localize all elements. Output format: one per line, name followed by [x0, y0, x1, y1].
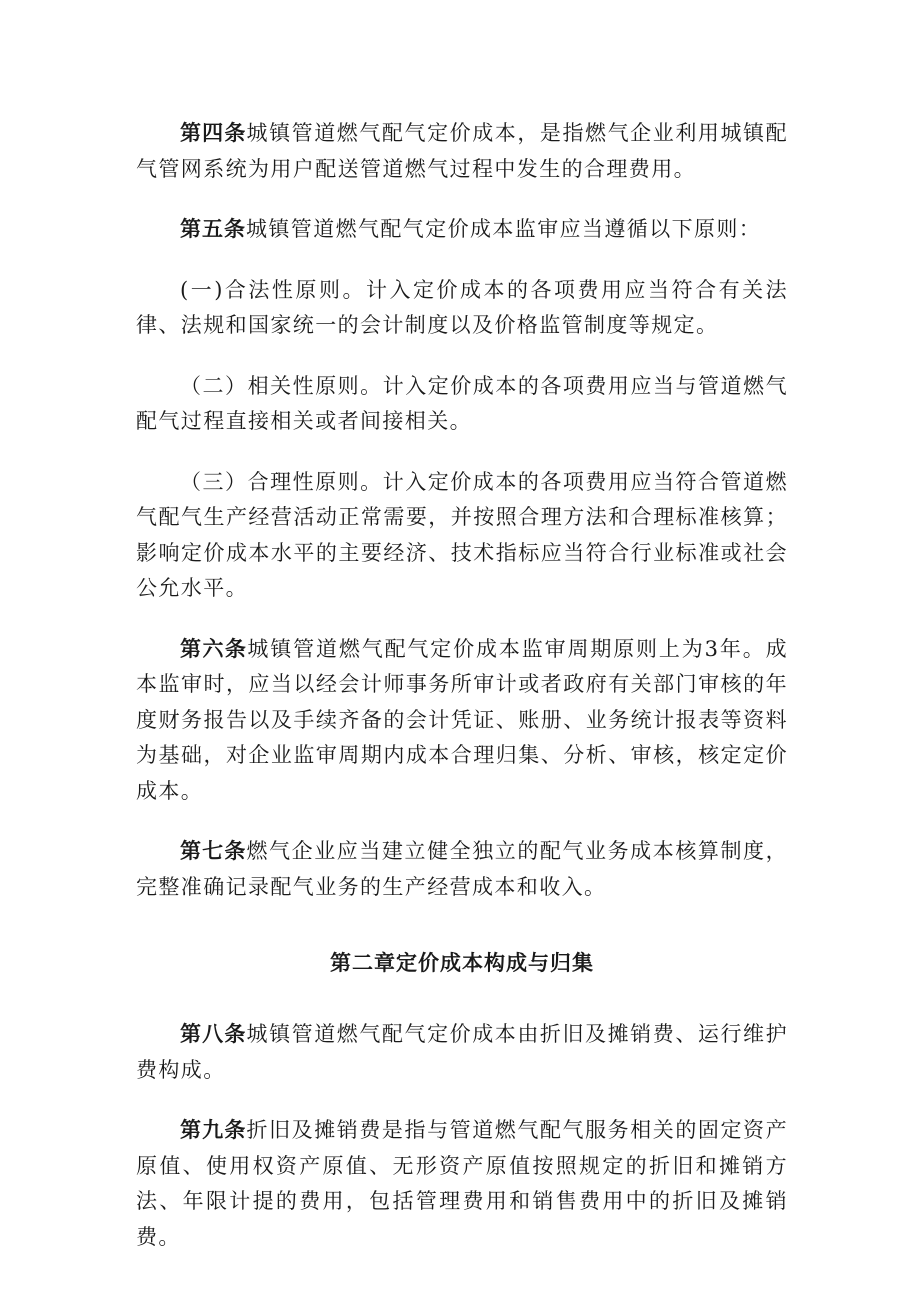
article-label: 第五条: [180, 217, 246, 241]
document-page: [136, 116, 788, 1255]
article-7: [136, 834, 788, 905]
article-text: 城镇管道燃气配气定价成本监审应当遵循以下原则：: [246, 217, 762, 241]
article-6: [136, 632, 788, 810]
article-label: 第七条: [180, 839, 247, 863]
article-text: 城镇管道燃气配气定价成本监审周期原则上为3年。成本监审时，应当以经会计师事务所审计或者政府有关部门审核的年度财务报告以及手续齐备的会计凭证、账册、业务统计报表等资料为基础，对企业监审周期内成本合理归集、分析、审核，核定定价成本。: [136, 636, 788, 803]
article-5: [136, 212, 788, 248]
article-label: 第四条: [180, 121, 247, 145]
principle-relevance: （二）相关性原则。计入定价成本的各项费用应当与管道燃气配气过程直接相关或者间接相关。: [136, 373, 788, 433]
article-text: 城镇管道燃气配气定价成本，是指燃气企业利用城镇配气管网系统为用户配送管道燃气过程中发生的合理费用。: [136, 121, 788, 181]
article-text: 城镇管道燃气配气定价成本由折旧及摊销费、运行维护费构成。: [136, 1022, 788, 1082]
chapter-heading: 第二章定价成本构成与归集: [330, 951, 594, 975]
article-text: 折旧及摊销费是指与管道燃气配气服务相关的固定资产原值、使用权资产原值、无形资产原值按照规定的折旧和摊销方法、年限计提的费用，包括管理费用和销售费用中的折旧及摊销费。: [136, 1118, 788, 1249]
principle-reasonableness: （三）合理性原则。计入定价成本的各项费用应当符合管道燃气配气生产经营活动正常需要，并按照合理方法和合理标准核算；影响定价成本水平的主要经济、技术指标应当符合行业标准或社会公允水平。: [136, 469, 788, 600]
article-9: [136, 1113, 788, 1255]
article-text: 燃气企业应当建立健全独立的配气业务成本核算制度，完整准确记录配气业务的生产经营成本和收入。: [136, 839, 788, 899]
principle-legality: (一)合法性原则。计入定价成本的各项费用应当符合有关法律、法规和国家统一的会计制度以及价格监管制度等规定。: [136, 277, 788, 337]
article-label: 第八条: [180, 1022, 247, 1046]
article-8: [136, 1017, 788, 1088]
article-label: 第九条: [180, 1118, 247, 1142]
article-4: [136, 116, 788, 187]
article-label: 第六条: [180, 636, 248, 661]
